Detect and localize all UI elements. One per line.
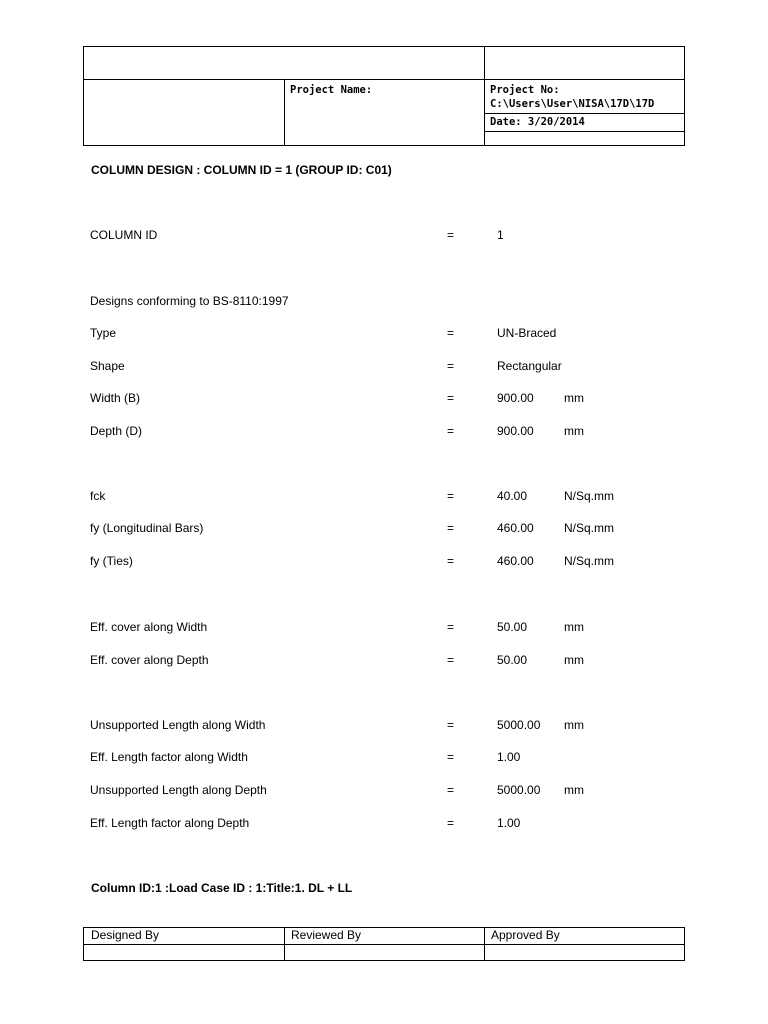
header-divider xyxy=(484,131,684,132)
design-row xyxy=(0,554,768,570)
signature-table xyxy=(83,927,685,961)
row-label: Depth (D) xyxy=(90,424,143,438)
design-row xyxy=(0,653,768,669)
footer-divider xyxy=(84,944,684,945)
design-row xyxy=(0,424,768,440)
row-label: fy (Ties) xyxy=(90,554,133,568)
approved-by-label: Approved By xyxy=(491,928,560,942)
design-row xyxy=(0,489,768,505)
row-value: 50.00 xyxy=(497,653,528,667)
row-label: Eff. Length factor along Width xyxy=(90,750,248,764)
row-unit: N/Sq.mm xyxy=(564,521,615,535)
row-unit: mm xyxy=(564,391,584,405)
design-row xyxy=(0,326,768,342)
design-row xyxy=(0,228,768,244)
header-divider xyxy=(484,113,684,114)
row-unit: mm xyxy=(564,653,584,667)
row-equals: = xyxy=(447,489,455,503)
row-equals: = xyxy=(447,783,455,797)
row-label: Shape xyxy=(90,359,125,373)
header-table xyxy=(83,46,685,146)
row-value: 900.00 xyxy=(497,424,534,438)
header-divider xyxy=(84,79,684,80)
row-value: 1.00 xyxy=(497,816,521,830)
row-equals: = xyxy=(447,359,455,373)
row-label: fck xyxy=(90,489,106,503)
design-code-label: Designs conforming to BS-8110:1997 xyxy=(90,294,289,308)
reviewed-by-label: Reviewed By xyxy=(291,928,362,942)
row-value: 1 xyxy=(497,228,504,242)
row-equals: = xyxy=(447,326,455,340)
design-row xyxy=(0,521,768,537)
design-row xyxy=(0,718,768,734)
row-label: Width (B) xyxy=(90,391,141,405)
design-row xyxy=(0,816,768,832)
row-equals: = xyxy=(447,620,455,634)
row-value: 460.00 xyxy=(497,554,534,568)
project-date: Date: 3/20/2014 xyxy=(490,116,585,128)
design-row xyxy=(0,391,768,407)
row-equals: = xyxy=(447,718,455,732)
row-value: 40.00 xyxy=(497,489,528,503)
row-value: 5000.00 xyxy=(497,783,541,797)
row-equals: = xyxy=(447,228,455,242)
row-label: Eff. cover along Width xyxy=(90,620,208,634)
row-equals: = xyxy=(447,521,455,535)
row-unit: mm xyxy=(564,718,584,732)
row-equals: = xyxy=(447,750,455,764)
design-row xyxy=(0,620,768,636)
footer-col-divider xyxy=(284,928,285,960)
row-unit: N/Sq.mm xyxy=(564,489,615,503)
row-label: Eff. cover along Depth xyxy=(90,653,209,667)
load-case-title: Column ID:1 :Load Case ID : 1:Title:1. DL + LL xyxy=(91,881,353,895)
footer-col-divider xyxy=(484,928,485,960)
row-value: 1.00 xyxy=(497,750,521,764)
row-unit: mm xyxy=(564,424,584,438)
row-equals: = xyxy=(447,653,455,667)
project-path: C:\Users\User\NISA\17D\17D xyxy=(490,98,655,110)
row-label: fy (Longitudinal Bars) xyxy=(90,521,204,535)
project-no-label: Project No: xyxy=(490,84,560,96)
row-value: 50.00 xyxy=(497,620,528,634)
row-value: UN-Braced xyxy=(497,326,557,340)
row-equals: = xyxy=(447,816,455,830)
row-equals: = xyxy=(447,391,455,405)
row-value: 5000.00 xyxy=(497,718,541,732)
row-unit: mm xyxy=(564,620,584,634)
row-label: Eff. Length factor along Depth xyxy=(90,816,250,830)
design-row xyxy=(0,750,768,766)
row-label: Unsupported Length along Width xyxy=(90,718,266,732)
page-title: COLUMN DESIGN : COLUMN ID = 1 (GROUP ID: C01) xyxy=(91,163,392,177)
design-row xyxy=(0,294,768,310)
design-row xyxy=(0,359,768,375)
row-unit: mm xyxy=(564,783,584,797)
row-label: Unsupported Length along Depth xyxy=(90,783,267,797)
row-value: Rectangular xyxy=(497,359,562,373)
row-equals: = xyxy=(447,424,455,438)
row-label: COLUMN ID xyxy=(90,228,158,242)
row-unit: N/Sq.mm xyxy=(564,554,615,568)
project-name-label: Project Name: xyxy=(290,84,373,96)
designed-by-label: Designed By xyxy=(91,928,160,942)
design-row xyxy=(0,783,768,799)
row-equals: = xyxy=(447,554,455,568)
row-value: 900.00 xyxy=(497,391,534,405)
row-label: Type xyxy=(90,326,117,340)
row-value: 460.00 xyxy=(497,521,534,535)
header-col-divider xyxy=(284,79,285,145)
